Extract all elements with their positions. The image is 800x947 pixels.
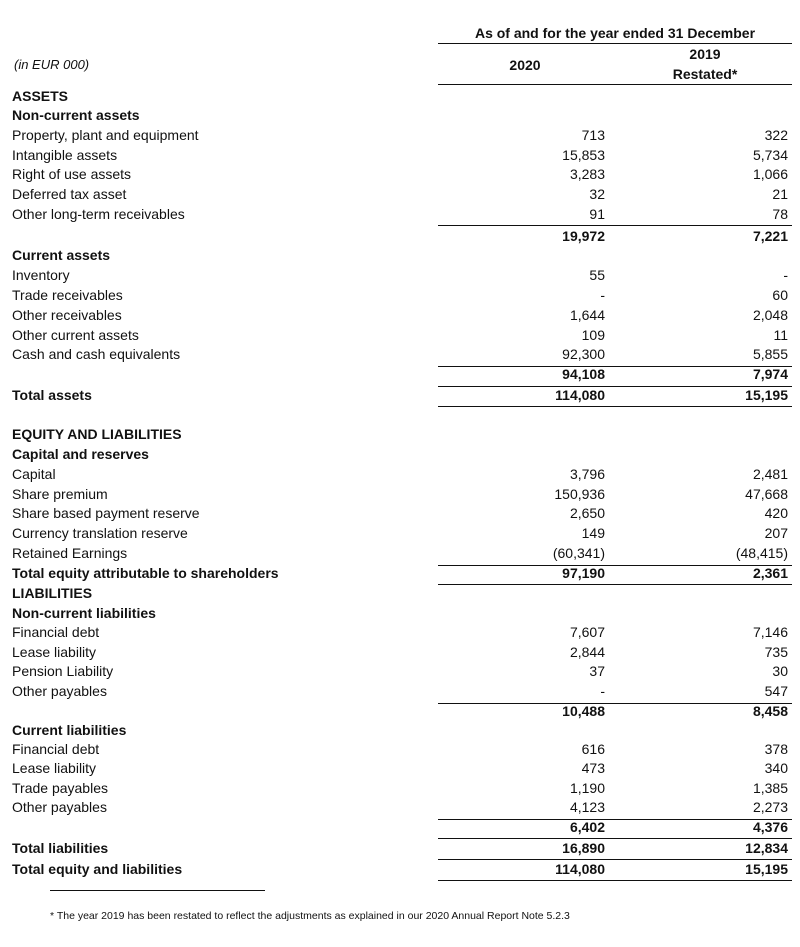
value-2019: (48,415) xyxy=(735,545,788,561)
row-label: Lease liability xyxy=(12,644,97,660)
value-2019: 1,066 xyxy=(752,166,788,182)
row-label: Capital xyxy=(12,466,56,482)
units-label: (in EUR 000) xyxy=(14,57,90,72)
row-label: Total equity attributable to shareholders xyxy=(12,565,279,581)
value-2020: 3,796 xyxy=(569,466,605,482)
total-rule xyxy=(438,819,792,820)
value-2019: 12,834 xyxy=(745,840,788,856)
value-2019: 8,458 xyxy=(752,703,788,719)
total-rule xyxy=(438,880,792,881)
value-2019: 2,481 xyxy=(752,466,788,482)
header-rule-bottom xyxy=(438,84,792,85)
value-2020: 616 xyxy=(581,741,605,757)
value-2020: 713 xyxy=(581,127,605,143)
value-2020: 4,123 xyxy=(569,799,605,815)
total-rule xyxy=(438,565,792,566)
value-2019: 5,734 xyxy=(752,147,788,163)
row-label: Other current assets xyxy=(12,327,139,343)
value-2020: 3,283 xyxy=(569,166,605,182)
value-2019: - xyxy=(783,267,788,283)
row-label: Total equity and liabilities xyxy=(12,861,183,877)
row-label: Current liabilities xyxy=(12,722,127,738)
row-label: Pension Liability xyxy=(12,663,114,679)
value-2019: 2,361 xyxy=(752,565,788,581)
value-2020: 2,650 xyxy=(569,505,605,521)
total-rule xyxy=(438,366,792,367)
total-rule xyxy=(438,838,792,839)
value-2019: 30 xyxy=(772,663,788,679)
row-label: Right of use assets xyxy=(12,166,132,182)
row-label: Non-current assets xyxy=(12,107,140,123)
value-2019: 78 xyxy=(772,206,788,222)
footnote: * The year 2019 has been restated to reflect the adjustments as explained in our 2020 Annual Report Note 5.2.3 xyxy=(50,910,570,922)
value-2020: 7,607 xyxy=(569,624,605,640)
value-2020: 1,190 xyxy=(569,780,605,796)
value-2019: 7,146 xyxy=(752,624,788,640)
value-2020: 16,890 xyxy=(562,840,605,856)
value-2020: 97,190 xyxy=(562,565,605,581)
row-label: Current assets xyxy=(12,247,111,263)
total-rule xyxy=(438,859,792,860)
row-label: Currency translation reserve xyxy=(12,525,188,541)
value-2019: 2,273 xyxy=(752,799,788,815)
value-2019: 21 xyxy=(772,186,788,202)
total-rule xyxy=(438,386,792,387)
row-label: Share premium xyxy=(12,486,108,502)
value-2020: - xyxy=(600,287,605,303)
value-2020: 10,488 xyxy=(562,703,605,719)
row-label: Financial debt xyxy=(12,741,100,757)
total-rule xyxy=(438,703,792,704)
value-2020: 32 xyxy=(589,186,605,202)
value-2019: 207 xyxy=(764,525,788,541)
row-label: Other receivables xyxy=(12,307,122,323)
row-label: ASSETS xyxy=(12,88,69,104)
row-label: Deferred tax asset xyxy=(12,186,127,202)
row-label: Other payables xyxy=(12,683,107,699)
row-label: Other long-term receivables xyxy=(12,206,185,222)
value-2019: 340 xyxy=(764,760,788,776)
value-2019: 1,385 xyxy=(752,780,788,796)
column-header-2019-note: Restated* xyxy=(672,66,738,82)
value-2020: 15,853 xyxy=(562,147,605,163)
value-2020: 6,402 xyxy=(569,819,605,835)
value-2019: 60 xyxy=(772,287,788,303)
total-rule xyxy=(438,584,792,585)
row-label: Inventory xyxy=(12,267,70,283)
value-2019: 735 xyxy=(764,644,788,660)
value-2019: 2,048 xyxy=(752,307,788,323)
value-2019: 47,668 xyxy=(745,486,788,502)
row-label: Financial debt xyxy=(12,624,100,640)
value-2020: 473 xyxy=(581,760,605,776)
value-2019: 5,855 xyxy=(752,346,788,362)
column-header-2020: 2020 xyxy=(509,57,541,73)
value-2020: 109 xyxy=(581,327,605,343)
header-rule-top xyxy=(438,43,792,44)
row-label: Non-current liabilities xyxy=(12,605,156,621)
value-2020: - xyxy=(600,683,605,699)
value-2020: 150,936 xyxy=(554,486,605,502)
value-2020: 91 xyxy=(589,206,605,222)
row-label: Cash and cash equivalents xyxy=(12,346,181,362)
value-2020: 37 xyxy=(589,663,605,679)
value-2019: 547 xyxy=(764,683,788,699)
total-rule xyxy=(438,225,792,226)
value-2020: 94,108 xyxy=(562,366,605,382)
value-2019: 7,221 xyxy=(752,228,788,244)
row-label: Intangible assets xyxy=(12,147,118,163)
value-2019: 15,195 xyxy=(745,861,788,877)
value-2019: 11 xyxy=(773,327,788,343)
row-label: EQUITY AND LIABILITIES xyxy=(12,426,182,442)
row-label: Property, plant and equipment xyxy=(12,127,199,143)
value-2020: 2,844 xyxy=(569,644,605,660)
value-2019: 15,195 xyxy=(745,387,788,403)
row-label: Trade receivables xyxy=(12,287,123,303)
row-label: Share based payment reserve xyxy=(12,505,200,521)
row-label: LIABILITIES xyxy=(12,585,93,601)
value-2020: 1,644 xyxy=(569,307,605,323)
row-label: Other payables xyxy=(12,799,107,815)
value-2020: 149 xyxy=(581,525,605,541)
value-2020: 114,080 xyxy=(555,861,605,877)
total-rule xyxy=(438,406,792,407)
value-2019: 7,974 xyxy=(752,366,788,382)
value-2020: 114,080 xyxy=(555,387,605,403)
period-title: As of and for the year ended 31 December xyxy=(474,25,756,41)
row-label: Total assets xyxy=(12,387,92,403)
row-label: Total liabilities xyxy=(12,840,109,856)
row-label: Trade payables xyxy=(12,780,108,796)
footnote-rule xyxy=(50,890,265,891)
value-2019: 322 xyxy=(764,127,788,143)
value-2020: (60,341) xyxy=(552,545,605,561)
row-label: Retained Earnings xyxy=(12,545,128,561)
value-2020: 92,300 xyxy=(562,346,605,362)
row-label: Capital and reserves xyxy=(12,446,149,462)
row-label: Lease liability xyxy=(12,760,97,776)
value-2020: 19,972 xyxy=(562,228,605,244)
value-2019: 420 xyxy=(764,505,788,521)
column-header-2019-year: 2019 xyxy=(689,46,721,62)
value-2019: 378 xyxy=(764,741,788,757)
value-2020: 55 xyxy=(589,267,605,283)
value-2019: 4,376 xyxy=(752,819,788,835)
